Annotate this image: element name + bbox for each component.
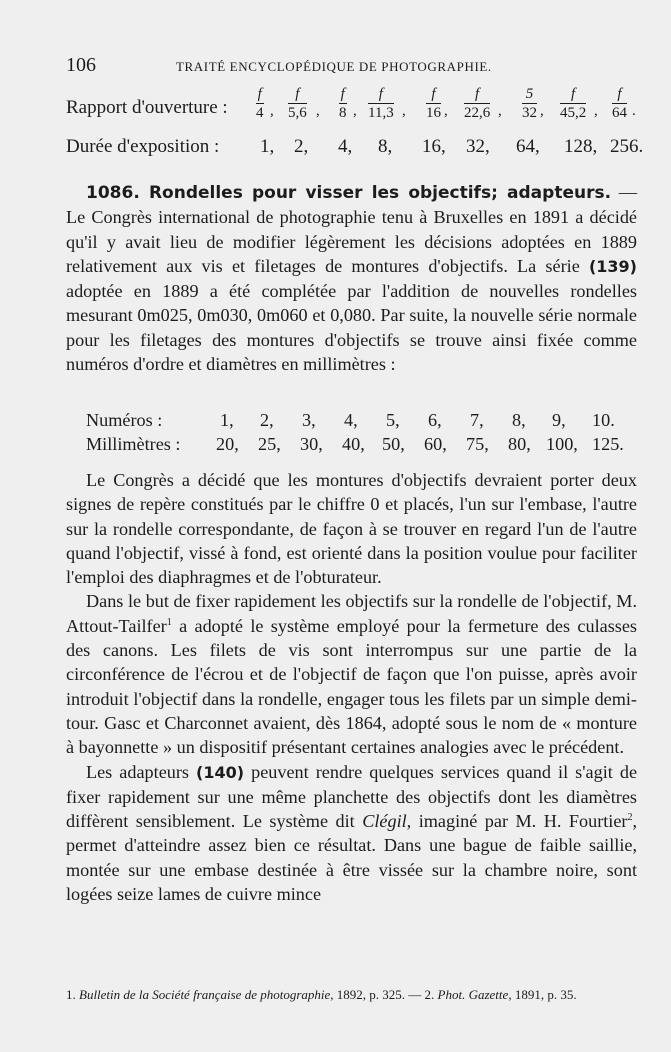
paragraph-text: imaginé par M. H. Fourtier bbox=[418, 811, 628, 832]
table-cell: 50, bbox=[382, 434, 405, 454]
table-cell: 5, bbox=[386, 410, 400, 430]
duration-label: Durée d'exposition : bbox=[66, 136, 220, 157]
duration-value: 4, bbox=[338, 136, 353, 157]
paragraph-text: , permet d'atteindre assez bien ce résultat. Dans une bague de faible saillie, montée sur une embase destinée à être vissée sur la chambre noire, sont logées seize lames de cuivre mince bbox=[66, 811, 638, 905]
millimetres-row bbox=[86, 434, 626, 458]
table-cell: 4, bbox=[344, 410, 358, 430]
footnote-text: , 1892, p. 325. — bbox=[330, 987, 422, 1002]
figure-reference: (140) bbox=[196, 762, 245, 782]
paragraph-text: Le Congrès international de photographie tenu à Bruxelles en 1891 a décidé qu'il y avait lieu de modifier légèrement les décisions adoptées en 1889 relativement aux vis et filetages de montures d'objectifs. La série bbox=[66, 207, 637, 276]
row-label: Millimètres : bbox=[86, 434, 181, 454]
table-cell: 9, bbox=[552, 410, 566, 430]
table-cell: 10. bbox=[592, 410, 615, 430]
paragraph bbox=[66, 760, 637, 907]
paragraph-text: Dans le but de fixer rapidement les objectifs sur la rondelle de l'objectif, M. Attout-Tailfer bbox=[66, 591, 637, 636]
table-cell: 60, bbox=[424, 434, 447, 454]
paragraph-text: a adopté le système employé pour la fermeture des culasses des canons. Les filets de vis sont interrompus sur une partie de la circonférence de l'écrou et de l'objectif de façon que l'on puisse, après avoir introduit l'objectif dans la rondelle, engager tous les filets par un simple demi-tour. Gasc et Charconnet avaient, dès 1864, adopté sous le nom de « monture à bayonnette » un dispositif présentant certaines analogies avec le précédent. bbox=[66, 615, 638, 758]
numeros-row bbox=[86, 410, 626, 434]
duration-value: 64, bbox=[516, 136, 540, 157]
table-cell: 80, bbox=[508, 434, 531, 454]
system-name: Clégil, bbox=[362, 811, 412, 832]
page-number: 106 bbox=[66, 54, 96, 76]
section-title: Rondelles pour visser les objectifs; adapteurs. bbox=[148, 183, 612, 203]
aperture-ratio-row: Rapport d'ouverture : $\frac{f}{4}$ , $\frac{f}{5,6}$ , $\frac{f}{8}$ , $\frac{f}{11,3}$ , $\frac{f}{16}$ , $\frac{f}{22,6}$ , $\frac{5}{32}$ , $\frac{f}{45,2}$ , $\frac{f}{64}$ . bbox=[66, 86, 636, 121]
table-cell: 25, bbox=[258, 434, 281, 454]
duration-value: 32, bbox=[466, 136, 490, 157]
footnote-marker: 1 bbox=[166, 616, 172, 628]
section-heading bbox=[86, 183, 611, 203]
table-cell: 3, bbox=[302, 410, 316, 430]
footnote-number: 1. bbox=[66, 987, 76, 1002]
section-number: 1086. bbox=[86, 183, 140, 203]
duration-value: 16, bbox=[422, 136, 446, 157]
paragraph-text: peuvent rendre quelques services quand il s'agit de fixer rapidement sur une même planchette des objectifs dont les diamètres diffèrent sensiblement. Le système dit bbox=[66, 761, 638, 832]
duration-value: 1, bbox=[260, 136, 275, 157]
table-cell: 100, bbox=[546, 434, 578, 454]
fraction: $\frac{f}{5,6}$ bbox=[288, 86, 307, 121]
footnote-source-title: Gazette bbox=[468, 987, 509, 1002]
footnote-text: , 1891, p. 35. bbox=[508, 987, 577, 1002]
table-cell: 7, bbox=[470, 410, 484, 430]
paragraph-text: adoptée en 1889 a été complétée par l'addition de nouvelles rondelles mesurant 0m025, 0m030, 0m060 et 0,080. Par suite, la nouvelle série normale pour les filetages des montures d'objectifs se trouve ainsi fixée comme numéros d'ordre et diamètres en millimètres : bbox=[66, 281, 637, 375]
duration-value: 128, bbox=[564, 136, 598, 157]
fraction: $\frac{f}{4}$ bbox=[256, 86, 264, 121]
table-cell: 6, bbox=[428, 410, 442, 430]
paragraph: Le Congrès a décidé que les montures d'objectifs devraient porter deux signes de repère constitués par le chiffre 0 et placés, l'un sur l'embase, l'autre sur la rondelle correspondante, de façon à se trouver en regard l'un de l'autre quand l'objectif, vissé à fond, est orienté dans la position voulue pour faciliter l'emploi des diaphragmes et de l'obturateur. bbox=[66, 470, 637, 588]
duration-value: 256. bbox=[610, 136, 644, 157]
paragraph bbox=[66, 589, 637, 759]
figure-reference: (139) bbox=[588, 256, 637, 276]
fraction: $\frac{f}{16}$ bbox=[426, 86, 441, 121]
table-cell: 20, bbox=[216, 434, 239, 454]
fraction: $\frac{f}{64}$ bbox=[612, 86, 627, 121]
table-cell: 75, bbox=[466, 434, 489, 454]
fraction: $\frac{f}{11,3}$ bbox=[368, 86, 394, 121]
duration-value: 2, bbox=[294, 136, 309, 157]
row-label: Numéros : bbox=[86, 410, 163, 430]
footnote-source-title: Phot. bbox=[437, 987, 466, 1002]
paragraph-text: Les adapteurs bbox=[86, 761, 189, 782]
table-cell: 30, bbox=[300, 434, 323, 454]
footnote-marker: 2 bbox=[627, 812, 633, 824]
fraction: $\frac{5}{32}$ bbox=[522, 86, 537, 121]
body-paragraphs bbox=[66, 468, 637, 906]
footnotes bbox=[66, 985, 638, 1005]
table-cell: 125. bbox=[592, 434, 624, 454]
table-cell: 1, bbox=[220, 410, 234, 430]
table-cell: 2, bbox=[260, 410, 274, 430]
fraction: $\frac{f}{45,2}$ bbox=[560, 86, 587, 121]
footnote-number: 2. bbox=[424, 987, 435, 1002]
table-cell: 8, bbox=[512, 410, 526, 430]
ratio-label: Rapport d'ouverture : bbox=[66, 97, 228, 118]
section-paragraph bbox=[66, 180, 637, 376]
exposure-duration-row bbox=[66, 136, 646, 160]
fraction: $\frac{f}{22,6}$ bbox=[464, 86, 491, 121]
footnote-source-title: Bulletin de la Société française de photographie bbox=[79, 987, 331, 1002]
section-1086 bbox=[66, 180, 637, 376]
running-title: TRAITÉ ENCYCLOPÉDIQUE DE PHOTOGRAPHIE. bbox=[176, 59, 492, 74]
table-cell: 40, bbox=[342, 434, 365, 454]
thread-size-table bbox=[86, 410, 626, 458]
running-head bbox=[66, 54, 637, 76]
duration-value: 8, bbox=[378, 136, 393, 157]
title-dash: — bbox=[611, 182, 638, 202]
fraction: $\frac{f}{8}$ bbox=[339, 86, 347, 121]
